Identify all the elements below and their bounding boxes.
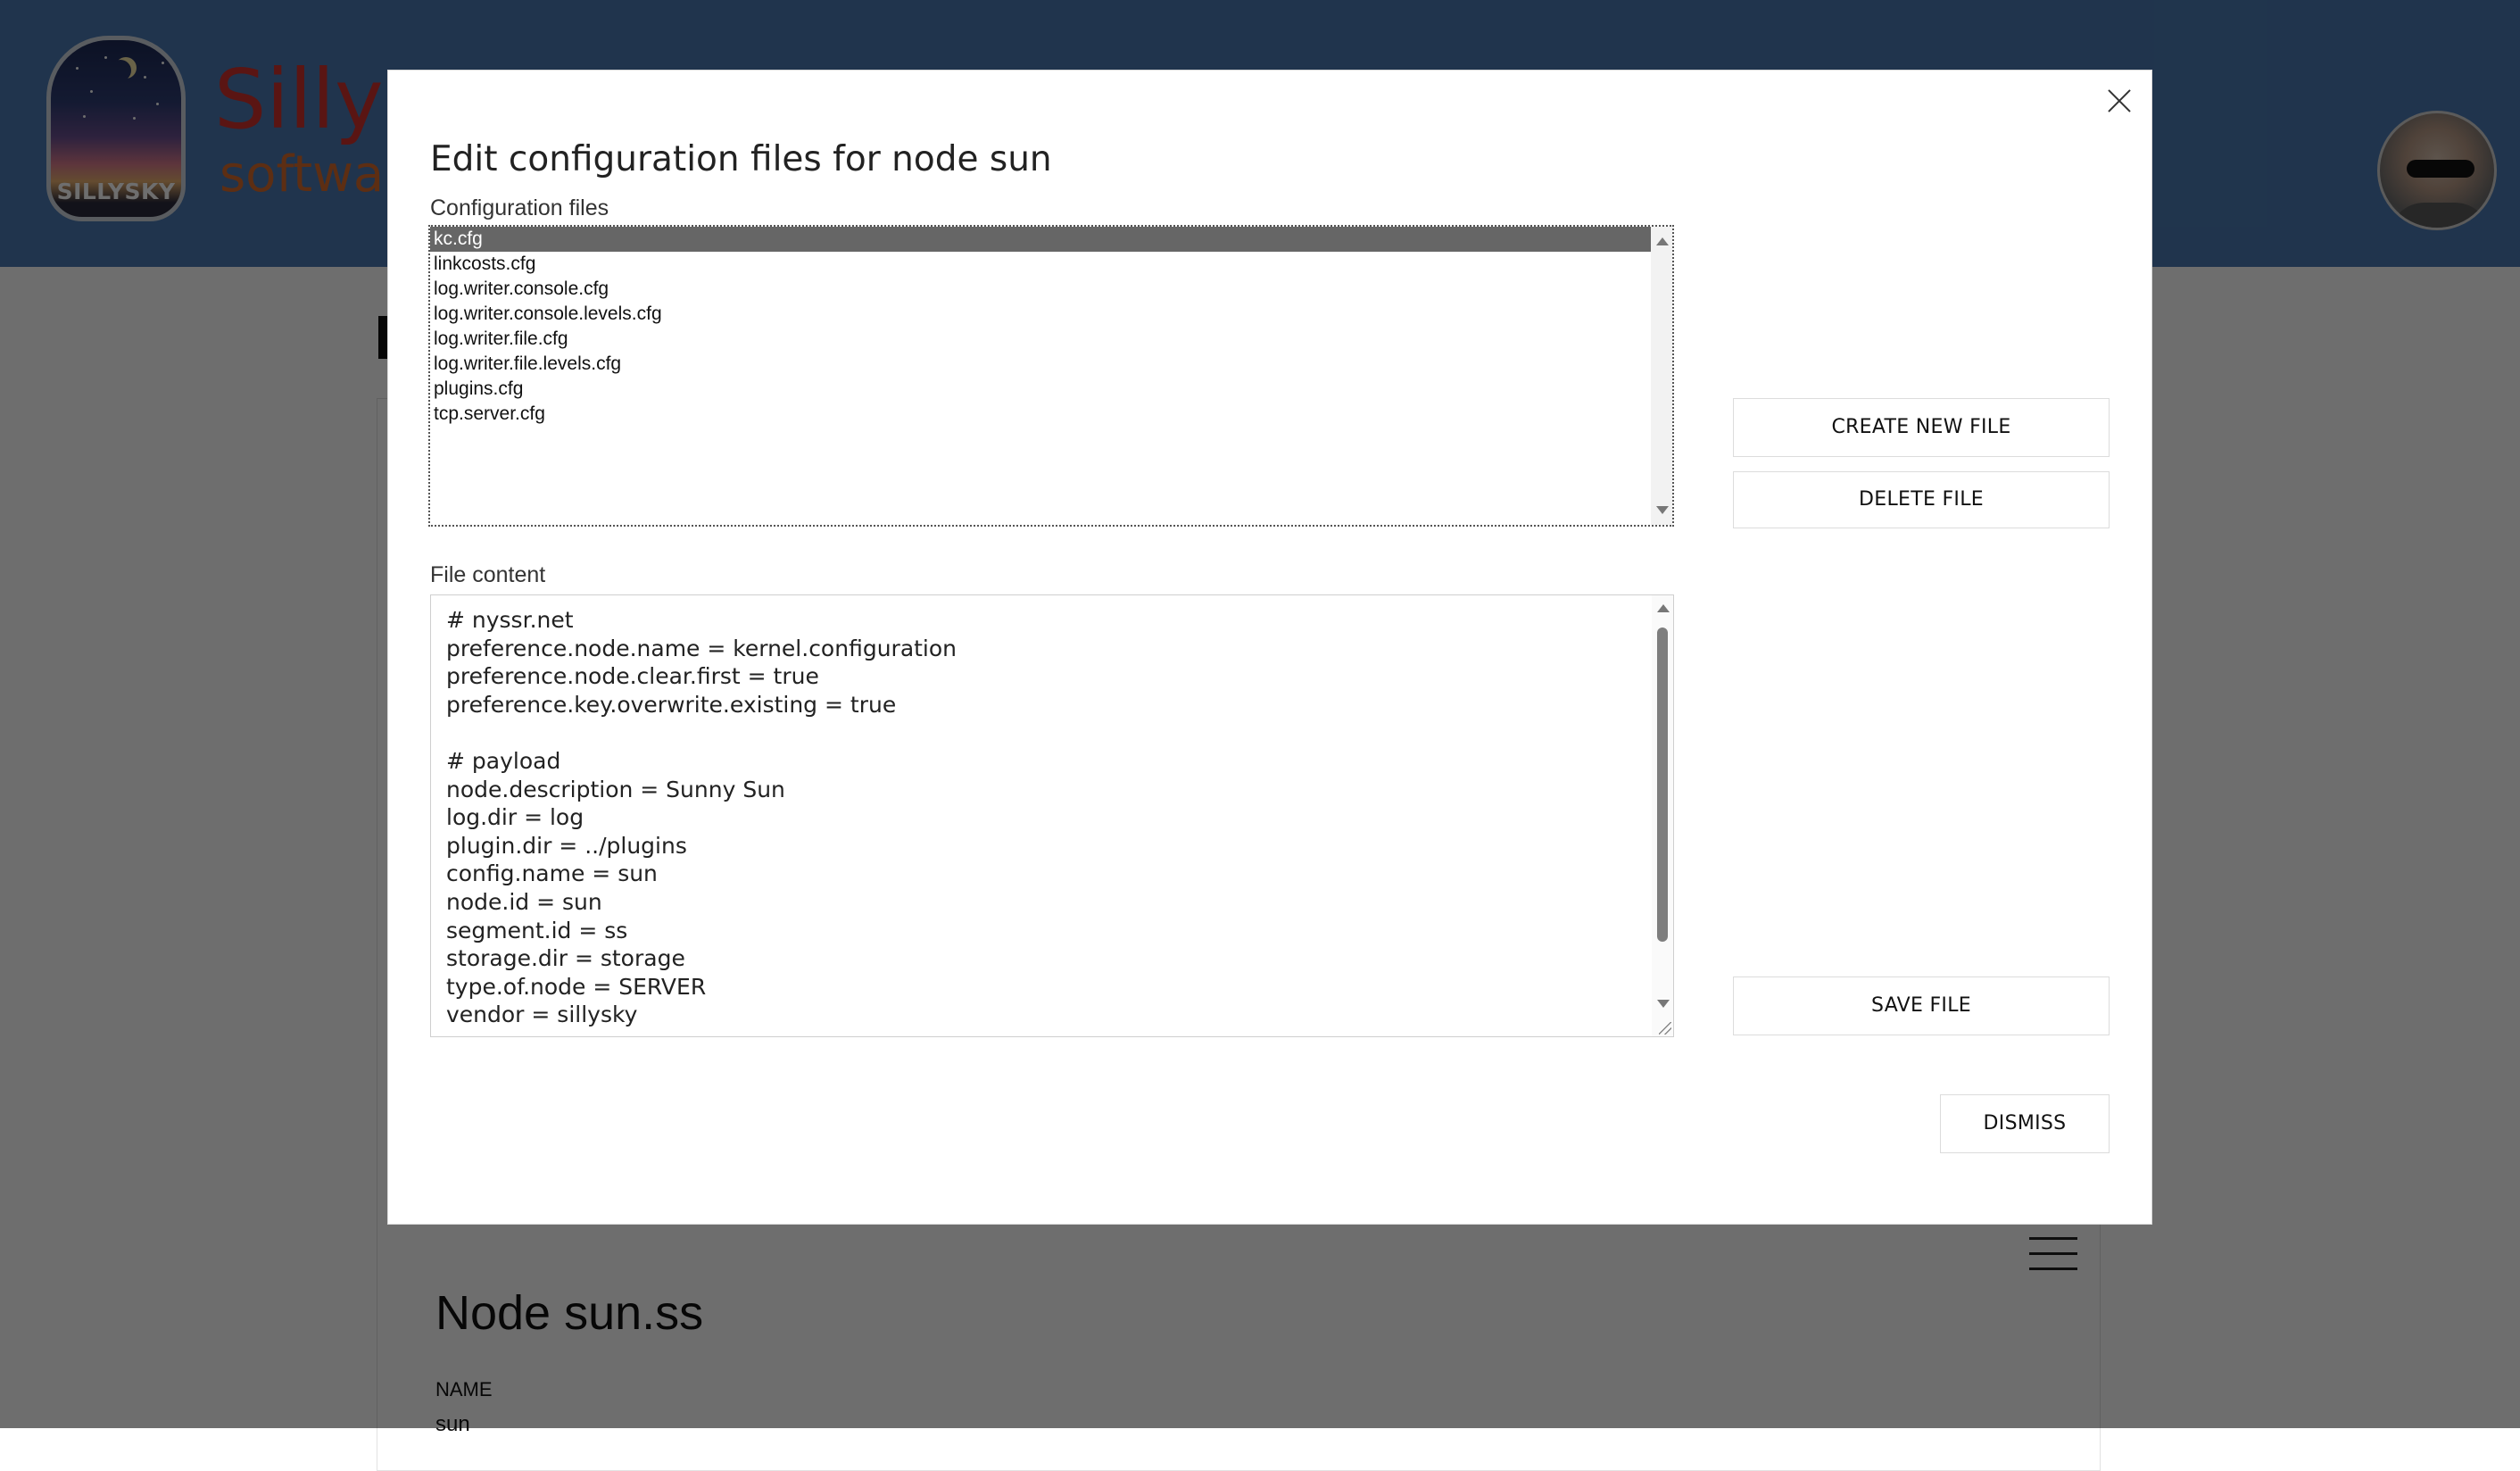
save-file-button[interactable]: SAVE FILE <box>1733 977 2110 1035</box>
create-new-file-button[interactable]: CREATE NEW FILE <box>1733 398 2110 457</box>
file-list-item[interactable]: log.writer.console.cfg <box>434 278 609 299</box>
scroll-up-arrow-icon[interactable] <box>1656 237 1669 245</box>
file-list-item[interactable]: plugins.cfg <box>434 378 524 399</box>
editor-scrollbar[interactable] <box>1652 595 1673 1036</box>
content-line: preference.node.clear.first = true <box>446 663 819 690</box>
content-line: node.description = Sunny Sun <box>446 776 785 802</box>
close-icon[interactable] <box>2104 86 2135 116</box>
scrollbar-thumb[interactable] <box>1657 627 1668 942</box>
content-line: type.of.node = SERVER <box>446 973 707 1000</box>
file-list-item[interactable]: kc.cfg <box>430 227 1653 252</box>
file-list-item[interactable]: log.writer.file.cfg <box>434 328 568 349</box>
content-line: storage.dir = storage <box>446 945 685 972</box>
list-scrollbar[interactable] <box>1651 227 1672 525</box>
content-line: vendor = sillysky <box>446 1001 638 1028</box>
content-line: # payload <box>446 747 561 774</box>
file-list-item[interactable]: log.writer.file.levels.cfg <box>434 353 622 374</box>
content-line: # nyssr.net <box>446 607 574 633</box>
file-list-item[interactable]: linkcosts.cfg <box>434 253 536 274</box>
content-line <box>446 719 1642 747</box>
config-files-label: Configuration files <box>430 195 609 220</box>
scroll-down-arrow-icon[interactable] <box>1657 1000 1670 1008</box>
content-line: plugin.dir = ../plugins <box>446 832 687 859</box>
file-content-textarea[interactable] <box>430 594 1674 1037</box>
content-line: config.name = sun <box>446 860 658 887</box>
file-list-item[interactable]: tcp.server.cfg <box>434 403 545 424</box>
content-line: preference.key.overwrite.existing = true <box>446 691 897 718</box>
dialog-title: Edit configuration files for node sun <box>430 139 1052 180</box>
file-content-label: File content <box>430 562 546 587</box>
delete-file-button[interactable]: DELETE FILE <box>1733 471 2110 528</box>
dismiss-button[interactable]: DISMISS <box>1940 1094 2110 1153</box>
content-line: segment.id = ss <box>446 917 628 943</box>
file-list-item[interactable]: log.writer.console.levels.cfg <box>434 303 662 324</box>
content-line: preference.node.name = kernel.configuration <box>446 635 957 661</box>
scroll-up-arrow-icon[interactable] <box>1657 604 1670 612</box>
content-line: log.dir = log <box>446 804 584 831</box>
content-line: node.id = sun <box>446 888 602 915</box>
scroll-down-arrow-icon[interactable] <box>1656 506 1669 514</box>
resize-grip-icon[interactable] <box>1659 1022 1671 1035</box>
config-files-list[interactable] <box>428 225 1674 527</box>
